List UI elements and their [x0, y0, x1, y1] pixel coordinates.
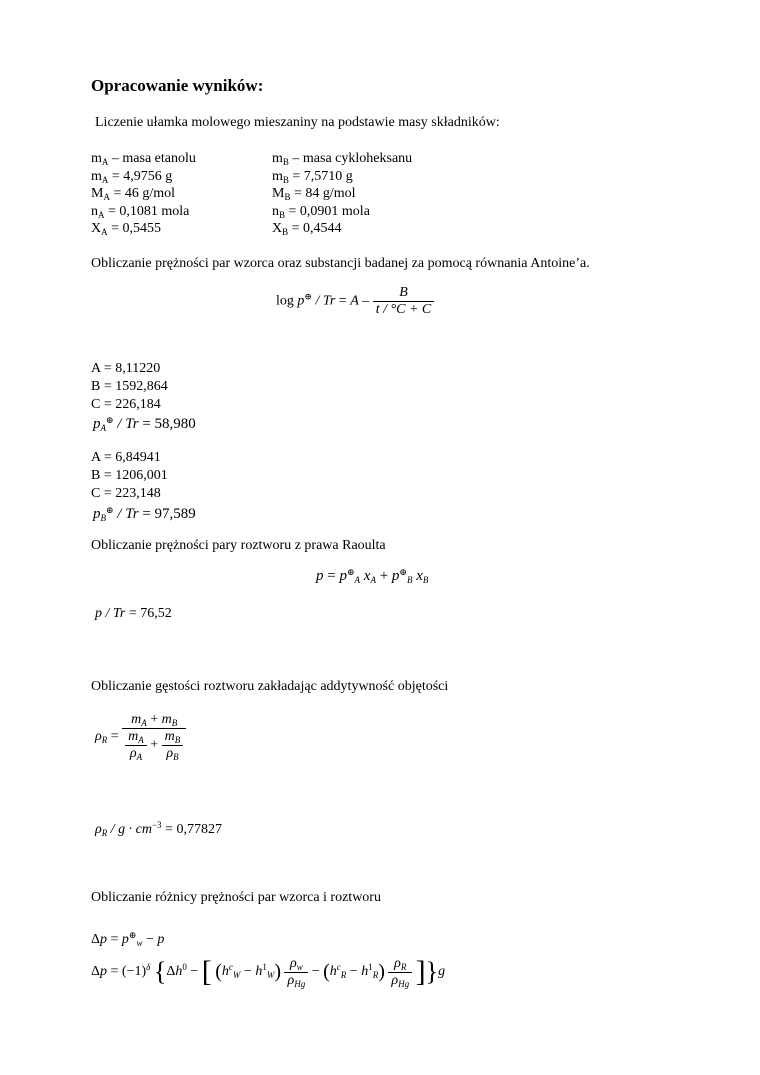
- row-text: = 7,5710 g: [288, 168, 353, 184]
- constants-b: [91, 449, 168, 503]
- constant-b-A: A = 6,84941: [91, 450, 161, 465]
- column-a: [91, 150, 196, 238]
- row-text: = 84 g/mol: [290, 186, 356, 201]
- column-a-row: [91, 203, 196, 221]
- constant-a-C: C = 226,184: [91, 397, 161, 412]
- rho-result: $\rho_R / g \cdot cm^{-3} = 0,77827$: [95, 820, 222, 838]
- row-symbol: n: [91, 203, 98, 219]
- column-b-row: [272, 220, 412, 238]
- column-b: [272, 150, 412, 238]
- delta-p-equation: $\Delta p = p^\oplus_w - p$: [91, 930, 165, 948]
- row-subscript: A: [98, 209, 105, 220]
- pB-value: 97,589: [154, 506, 196, 522]
- raoult-equation: $p = p^\oplus_A$ $x_A + p^\oplus_B$ $x_B$: [316, 567, 429, 585]
- raoult-intro: Obliczanie prężności pary roztworu z prawa Raoulta: [91, 538, 386, 553]
- row-text: = 0,5455: [107, 221, 162, 236]
- column-a-row: [91, 185, 196, 203]
- row-symbol: X: [91, 221, 102, 236]
- antoine-intro: Obliczanie prężności par wzorca oraz substancji badanej za pomocą równania Antoine’a.: [91, 256, 590, 271]
- constant-b-C: C = 223,148: [91, 486, 161, 501]
- constants-a: [91, 360, 168, 414]
- pA-value: 58,980: [154, 416, 196, 432]
- row-text: – masa cykloheksanu: [288, 151, 413, 166]
- rho-value: 0,77827: [176, 822, 222, 837]
- row-symbol: M: [91, 186, 104, 201]
- row-subscript: B: [284, 192, 291, 202]
- row-subscript: B: [282, 157, 289, 167]
- row-text: – masa etanolu: [108, 151, 196, 166]
- constant-a-B: B = 1592,864: [91, 379, 168, 394]
- column-b-row: [272, 150, 412, 168]
- column-b-row: [272, 185, 412, 203]
- column-a-row: [91, 150, 196, 168]
- row-symbol: m: [91, 151, 102, 166]
- row-symbol: M: [272, 186, 285, 201]
- row-symbol: n: [272, 203, 279, 219]
- column-b-row: [272, 203, 412, 221]
- intro-text: Liczenie ułamka molowego mieszaniny na podstawie masy składników:: [95, 115, 500, 130]
- density-intro: Obliczanie gęstości roztworu zakładając addytywność objętości: [91, 679, 449, 694]
- column-a-row: [91, 220, 196, 238]
- density-formula: $\rho_R$ = $m_A + m_B$ $\frac{m_A}{\rho_A}$ + $\frac{m_B}{\rho_B}$: [95, 712, 186, 762]
- p-result: p / Tr = 76,52: [95, 606, 172, 621]
- antoine-equation: log p⊕ / Tr = A – $\frac{B}{t / ^\circ C + C}$: [276, 285, 434, 318]
- pA-result: $p_A^\oplus / Tr = 58,980$: [93, 415, 196, 433]
- constant-a-A: A = 8,11220: [91, 361, 161, 376]
- row-symbol: m: [272, 168, 283, 184]
- row-symbol: m: [91, 168, 102, 184]
- row-text: = 4,9756 g: [108, 168, 173, 184]
- pB-result: $p_B^\oplus / Tr = 97,589$: [93, 505, 196, 523]
- row-text: = 46 g/mol: [109, 186, 176, 201]
- row-subscript: B: [282, 174, 289, 185]
- page-heading: Opracowanie wyników:: [91, 76, 264, 95]
- row-text: = 0,0901 mola: [285, 203, 370, 219]
- row-symbol: X: [272, 221, 283, 236]
- row-symbol: m: [272, 151, 283, 166]
- row-subscript: A: [101, 227, 108, 237]
- p-value: 76,52: [140, 606, 172, 621]
- row-subscript: A: [103, 192, 110, 202]
- row-text: = 0,4544: [288, 221, 342, 236]
- column-b-row: [272, 168, 412, 186]
- delta-p-full-equation: $\Delta p = (-1)^\delta$ {$\Delta h^0$ − [ $(h^c_W - h^1_W)$ $\frac{\rho_w}{\rho_{Hg}}$ − $(h^c_R - h^1_R)$ $\frac{\rho_R}{\rho_{Hg}}$ ]}g: [91, 955, 446, 989]
- column-a-row: [91, 168, 196, 186]
- row-subscript: B: [282, 227, 289, 237]
- row-subscript: B: [279, 209, 286, 220]
- row-subscript: A: [101, 157, 109, 167]
- row-subscript: A: [101, 174, 109, 185]
- row-text: = 0,1081 mola: [104, 203, 190, 219]
- constant-b-B: B = 1206,001: [91, 468, 168, 483]
- diff-intro: Obliczanie różnicy prężności par wzorca i roztworu: [91, 890, 381, 905]
